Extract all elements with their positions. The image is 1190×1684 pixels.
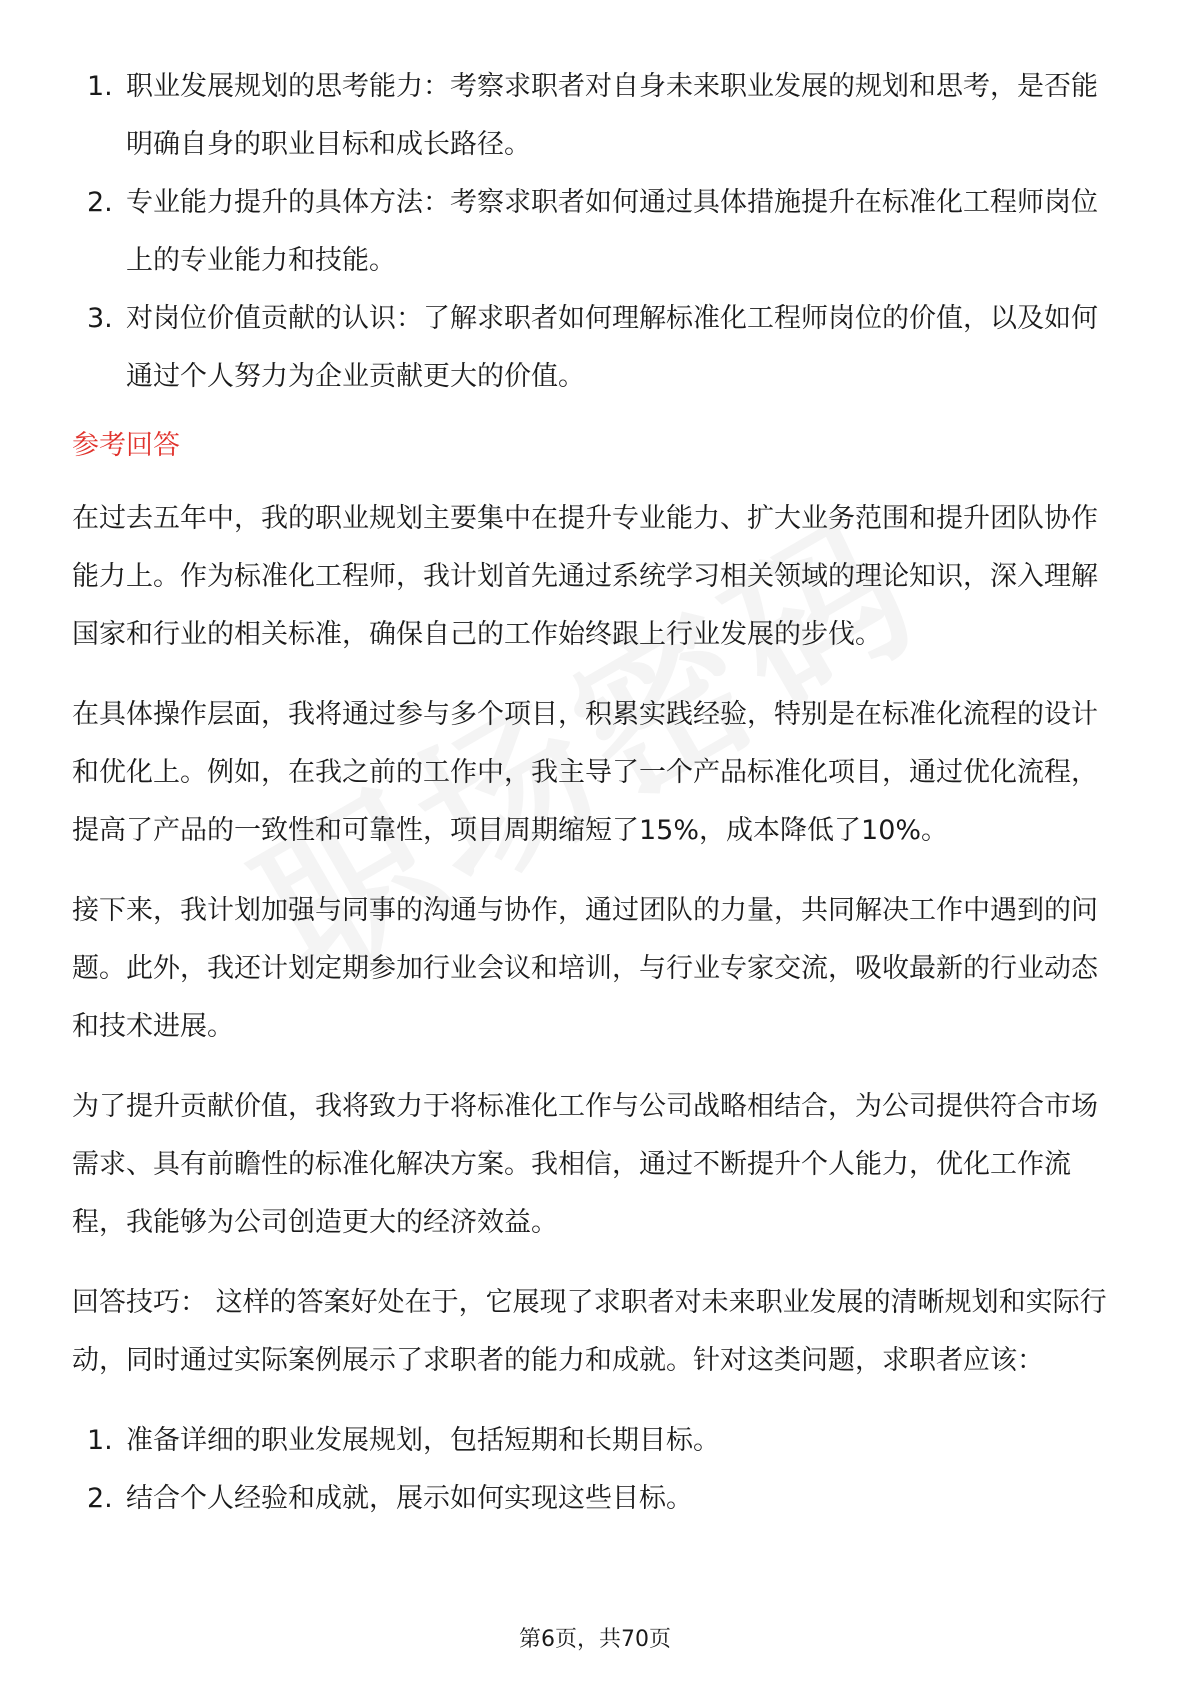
intro-list [72,58,1122,406]
paragraph: 为了提升贡献价值，我将致力于将标准化工作与公司战略相结合，为公司提供符合市场需求、具有前瞻性的标准化解决方案。我相信，通过不断提升个人能力，优化工作流程，我能够为公司创造更大的经济效益。 [72,1091,1098,1238]
list-item [72,290,1122,406]
tips-paragraph: 回答技巧： 这样的答案好处在于，它展现了求职者对未来职业发展的清晰规划和实际行动，同时通过实际案例展示了求职者的能力和成就。针对这类问题，求职者应该： [72,1287,1107,1376]
list-text: 结合个人经验和成就，展示如何实现这些目标。 [126,1483,693,1514]
list-text: 准备详细的职业发展规划，包括短期和长期目标。 [126,1425,720,1456]
tips-list [72,1412,1122,1528]
section-heading: 参考回答 [72,430,180,461]
list-item [72,1470,1122,1528]
list-item [72,174,1122,290]
list-text: 专业能力提升的具体方法：考察求职者如何通过具体措施提升在标准化工程师岗位上的专业能力和技能。 [126,187,1098,276]
list-number: 1. [87,1425,113,1456]
list-number: 3. [87,303,113,334]
page-footer: 第6页，共70页 [519,1627,671,1652]
document-body [72,58,1122,1528]
list-item [72,58,1122,174]
paragraph: 在过去五年中，我的职业规划主要集中在提升专业能力、扩大业务范围和提升团队协作能力上。作为标准化工程师，我计划首先通过系统学习相关领域的理论知识，深入理解国家和行业的相关标准，确保自己的工作始终跟上行业发展的步伐。 [72,503,1098,650]
list-text: 职业发展规划的思考能力：考察求职者对自身未来职业发展的规划和思考，是否能明确自身的职业目标和成长路径。 [126,71,1098,160]
paragraph: 在具体操作层面，我将通过参与多个项目，积累实践经验，特别是在标准化流程的设计和优化上。例如，在我之前的工作中，我主导了一个产品标准化项目，通过优化流程，提高了产品的一致性和可靠性，项目周期缩短了15%，成本降低了10%。 [72,699,1098,846]
list-text: 对岗位价值贡献的认识：了解求职者如何理解标准化工程师岗位的价值，以及如何通过个人努力为企业贡献更大的价值。 [126,303,1098,392]
list-number: 2. [87,1483,113,1514]
list-number: 2. [87,187,113,218]
list-number: 1. [87,71,113,102]
paragraph: 接下来，我计划加强与同事的沟通与协作，通过团队的力量，共同解决工作中遇到的问题。此外，我还计划定期参加行业会议和培训，与行业专家交流，吸收最新的行业动态和技术进展。 [72,895,1098,1042]
list-item [72,1412,1122,1470]
